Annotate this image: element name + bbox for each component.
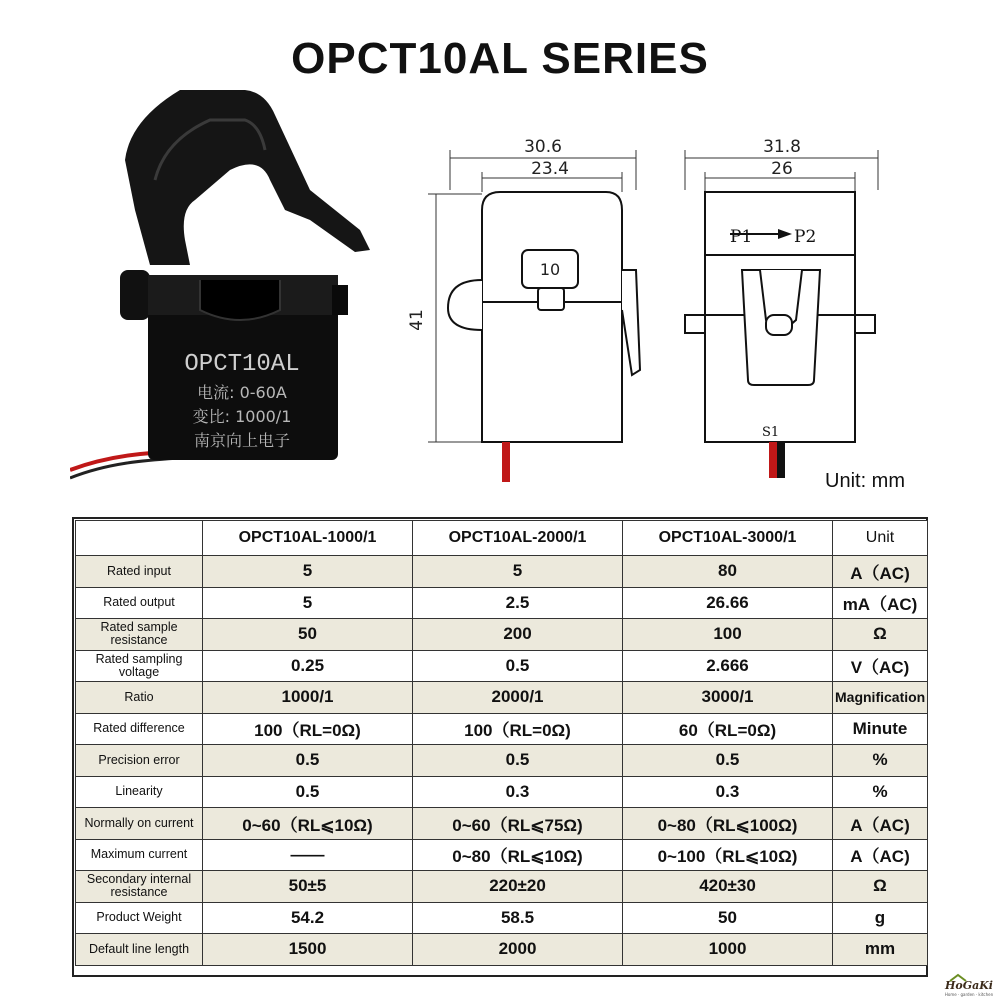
table-row (76, 902, 928, 934)
value-cell-3000: 0~100（RL⩽10Ω) (623, 839, 833, 871)
value-cell-2000: 2.5 (413, 587, 623, 619)
header-cell-unit: Unit (833, 521, 928, 556)
row-label-cell: Product Weight (76, 902, 203, 934)
row-label-cell: Rated difference (76, 713, 203, 745)
row-label-cell: Ratio (76, 682, 203, 714)
row-label-cell: Normally on current (76, 808, 203, 840)
value-cell-1000: 1000/1 (203, 682, 413, 714)
value-cell-2000: 100（RL=0Ω) (413, 713, 623, 745)
value-cell-1000: 5 (203, 587, 413, 619)
value-cell-1000: 0.5 (203, 745, 413, 777)
value-cell-1000: 54.2 (203, 902, 413, 934)
table-row (76, 745, 928, 777)
dim-window-width: 10 (539, 260, 561, 279)
value-cell-1000: 50±5 (203, 871, 413, 903)
table-row (76, 713, 928, 745)
value-cell-2000: 5 (413, 556, 623, 588)
product-photo (70, 80, 370, 500)
row-label-cell: Rated input (76, 556, 203, 588)
value-cell-1000: 0~60（RL⩽10Ω) (203, 808, 413, 840)
value-cell-1000: —— (203, 839, 413, 871)
spec-table (75, 520, 928, 966)
value-cell-2000: 220±20 (413, 871, 623, 903)
value-cell-3000: 1000 (623, 934, 833, 966)
row-label-cell: Default line length (76, 934, 203, 966)
value-cell-3000: 0.3 (623, 776, 833, 808)
unit-cell: % (833, 745, 928, 777)
value-cell-2000: 0.5 (413, 650, 623, 682)
value-cell-3000: 2.666 (623, 650, 833, 682)
header-cell-model-1000: OPCT10AL-1000/1 (203, 521, 413, 556)
unit-cell: mA（AC) (833, 587, 928, 619)
unit-cell: Ω (833, 871, 928, 903)
p2-label: P2 (794, 227, 817, 247)
value-cell-2000: 0~80（RL⩽10Ω) (413, 839, 623, 871)
hogaki-logo (940, 972, 998, 998)
unit-cell: Minute (833, 713, 928, 745)
value-cell-1000: 5 (203, 556, 413, 588)
table-row (76, 934, 928, 966)
product-ratio-text: 变比: 1000/1 (192, 407, 292, 426)
s1-label: S1 (762, 425, 780, 440)
table-header-row (76, 521, 928, 556)
unit-cell: % (833, 776, 928, 808)
row-label-cell: Maximum current (76, 839, 203, 871)
dim-right-outer-width: 31.8 (763, 137, 801, 157)
value-cell-1000: 100（RL=0Ω) (203, 713, 413, 745)
row-label-cell: Linearity (76, 776, 203, 808)
header-cell-model-2000: OPCT10AL-2000/1 (413, 521, 623, 556)
dimension-drawing (400, 130, 900, 500)
table-row (76, 682, 928, 714)
value-cell-2000: 0~60（RL⩽75Ω) (413, 808, 623, 840)
unit-cell: g (833, 902, 928, 934)
unit-cell: Magnification (833, 682, 928, 714)
value-cell-3000: 3000/1 (623, 682, 833, 714)
table-row (76, 650, 928, 682)
unit-cell: A（AC) (833, 556, 928, 588)
value-cell-3000: 50 (623, 902, 833, 934)
value-cell-2000: 2000 (413, 934, 623, 966)
row-label-cell: Rated sample resistance (76, 619, 203, 651)
table-row (76, 587, 928, 619)
logo-tagline: Home · garden · kitchen (944, 992, 994, 997)
value-cell-3000: 0.5 (623, 745, 833, 777)
value-cell-3000: 420±30 (623, 871, 833, 903)
row-label-cell: Secondary internal resistance (76, 871, 203, 903)
product-current-text: 电流: 0-60A (197, 383, 287, 402)
table-row (76, 619, 928, 651)
row-label-cell: Rated sampling voltage (76, 650, 203, 682)
unit-cell: A（AC) (833, 808, 928, 840)
value-cell-2000: 2000/1 (413, 682, 623, 714)
value-cell-2000: 58.5 (413, 902, 623, 934)
row-label-cell: Rated output (76, 587, 203, 619)
value-cell-2000: 200 (413, 619, 623, 651)
value-cell-1000: 0.25 (203, 650, 413, 682)
value-cell-3000: 0~80（RL⩽100Ω) (623, 808, 833, 840)
unit-cell: Ω (833, 619, 928, 651)
unit-cell: mm (833, 934, 928, 966)
table-row (76, 776, 928, 808)
page-title: OPCT10AL SERIES (291, 34, 709, 83)
p1-label: P1 (730, 227, 753, 247)
table-row (76, 839, 928, 871)
table-row (76, 556, 928, 588)
value-cell-3000: 80 (623, 556, 833, 588)
dim-left-inner-width: 23.4 (531, 159, 569, 179)
value-cell-1000: 50 (203, 619, 413, 651)
value-cell-2000: 0.5 (413, 745, 623, 777)
value-cell-1000: 1500 (203, 934, 413, 966)
unit-cell: A（AC) (833, 839, 928, 871)
table-row (76, 871, 928, 903)
value-cell-3000: 100 (623, 619, 833, 651)
unit-note: Unit: mm (825, 470, 905, 492)
row-label-cell: Precision error (76, 745, 203, 777)
product-model-text: OPCT10AL (184, 351, 300, 378)
dim-right-inner-width: 26 (771, 159, 793, 179)
dim-left-outer-width: 30.6 (524, 137, 562, 157)
header-cell-model-3000: OPCT10AL-3000/1 (623, 521, 833, 556)
value-cell-2000: 0.3 (413, 776, 623, 808)
unit-cell: V（AC) (833, 650, 928, 682)
value-cell-3000: 60（RL=0Ω) (623, 713, 833, 745)
product-maker-text: 南京向上电子 (193, 431, 291, 450)
value-cell-1000: 0.5 (203, 776, 413, 808)
header-cell-blank (76, 521, 203, 556)
dim-height: 41 (407, 309, 427, 331)
value-cell-3000: 26.66 (623, 587, 833, 619)
table-row (76, 808, 928, 840)
logo-name: HoGaKi (945, 979, 993, 992)
